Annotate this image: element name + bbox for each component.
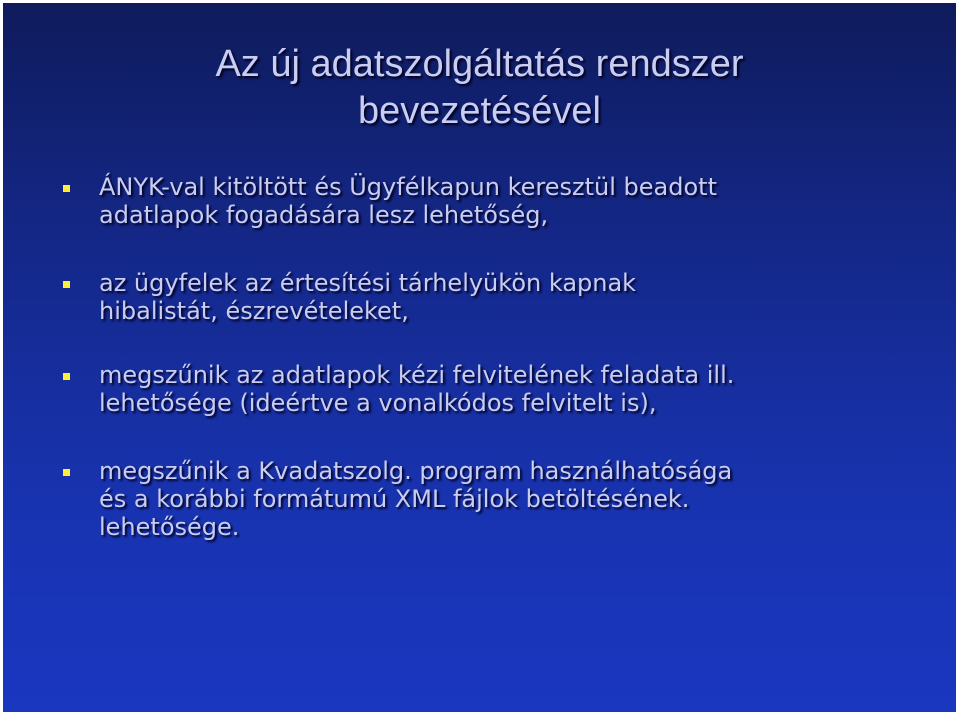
bullet-2-line-2: hibalistát, észrevételeket, <box>99 297 409 325</box>
slide-title-line-2: bevezetésével <box>358 90 601 132</box>
bullet-2-line-1: az ügyfelek az értesítési tárhelyükön kapnak <box>99 269 637 297</box>
bullet-item-4 <box>61 457 941 541</box>
square-bullet-icon <box>63 373 70 380</box>
bullet-3-line-1: megszűnik az adatlapok kézi felvitelének feladata ill. <box>99 361 735 389</box>
bullet-4-line-2: és a korábbi formátumú XML fájlok betöltésének. <box>99 485 690 513</box>
square-bullet-icon <box>63 185 70 192</box>
presentation-slide <box>3 3 956 712</box>
square-bullet-icon <box>63 281 70 288</box>
slide-title <box>3 41 956 135</box>
bullet-1-line-2: adatlapok fogadására lesz lehetőség, <box>99 201 549 229</box>
bullet-4-line-1: megszűnik a Kvadatszolg. program használhatósága <box>99 457 733 485</box>
bullet-list <box>61 173 941 541</box>
bullet-4-line-3: lehetősége. <box>99 513 240 541</box>
bullet-3-line-2: lehetősége (ideértve a vonalkódos felvitelt is), <box>99 389 657 417</box>
square-bullet-icon <box>63 469 70 476</box>
bullet-1-line-1: ÁNYK-val kitöltött és Ügyfélkapun keresztül beadott <box>99 173 717 201</box>
bullet-item-3 <box>61 361 941 417</box>
bullet-item-1 <box>61 173 941 229</box>
slide-title-line-1: Az új adatszolgáltatás rendszer <box>215 43 744 85</box>
bullet-item-2 <box>61 269 941 325</box>
